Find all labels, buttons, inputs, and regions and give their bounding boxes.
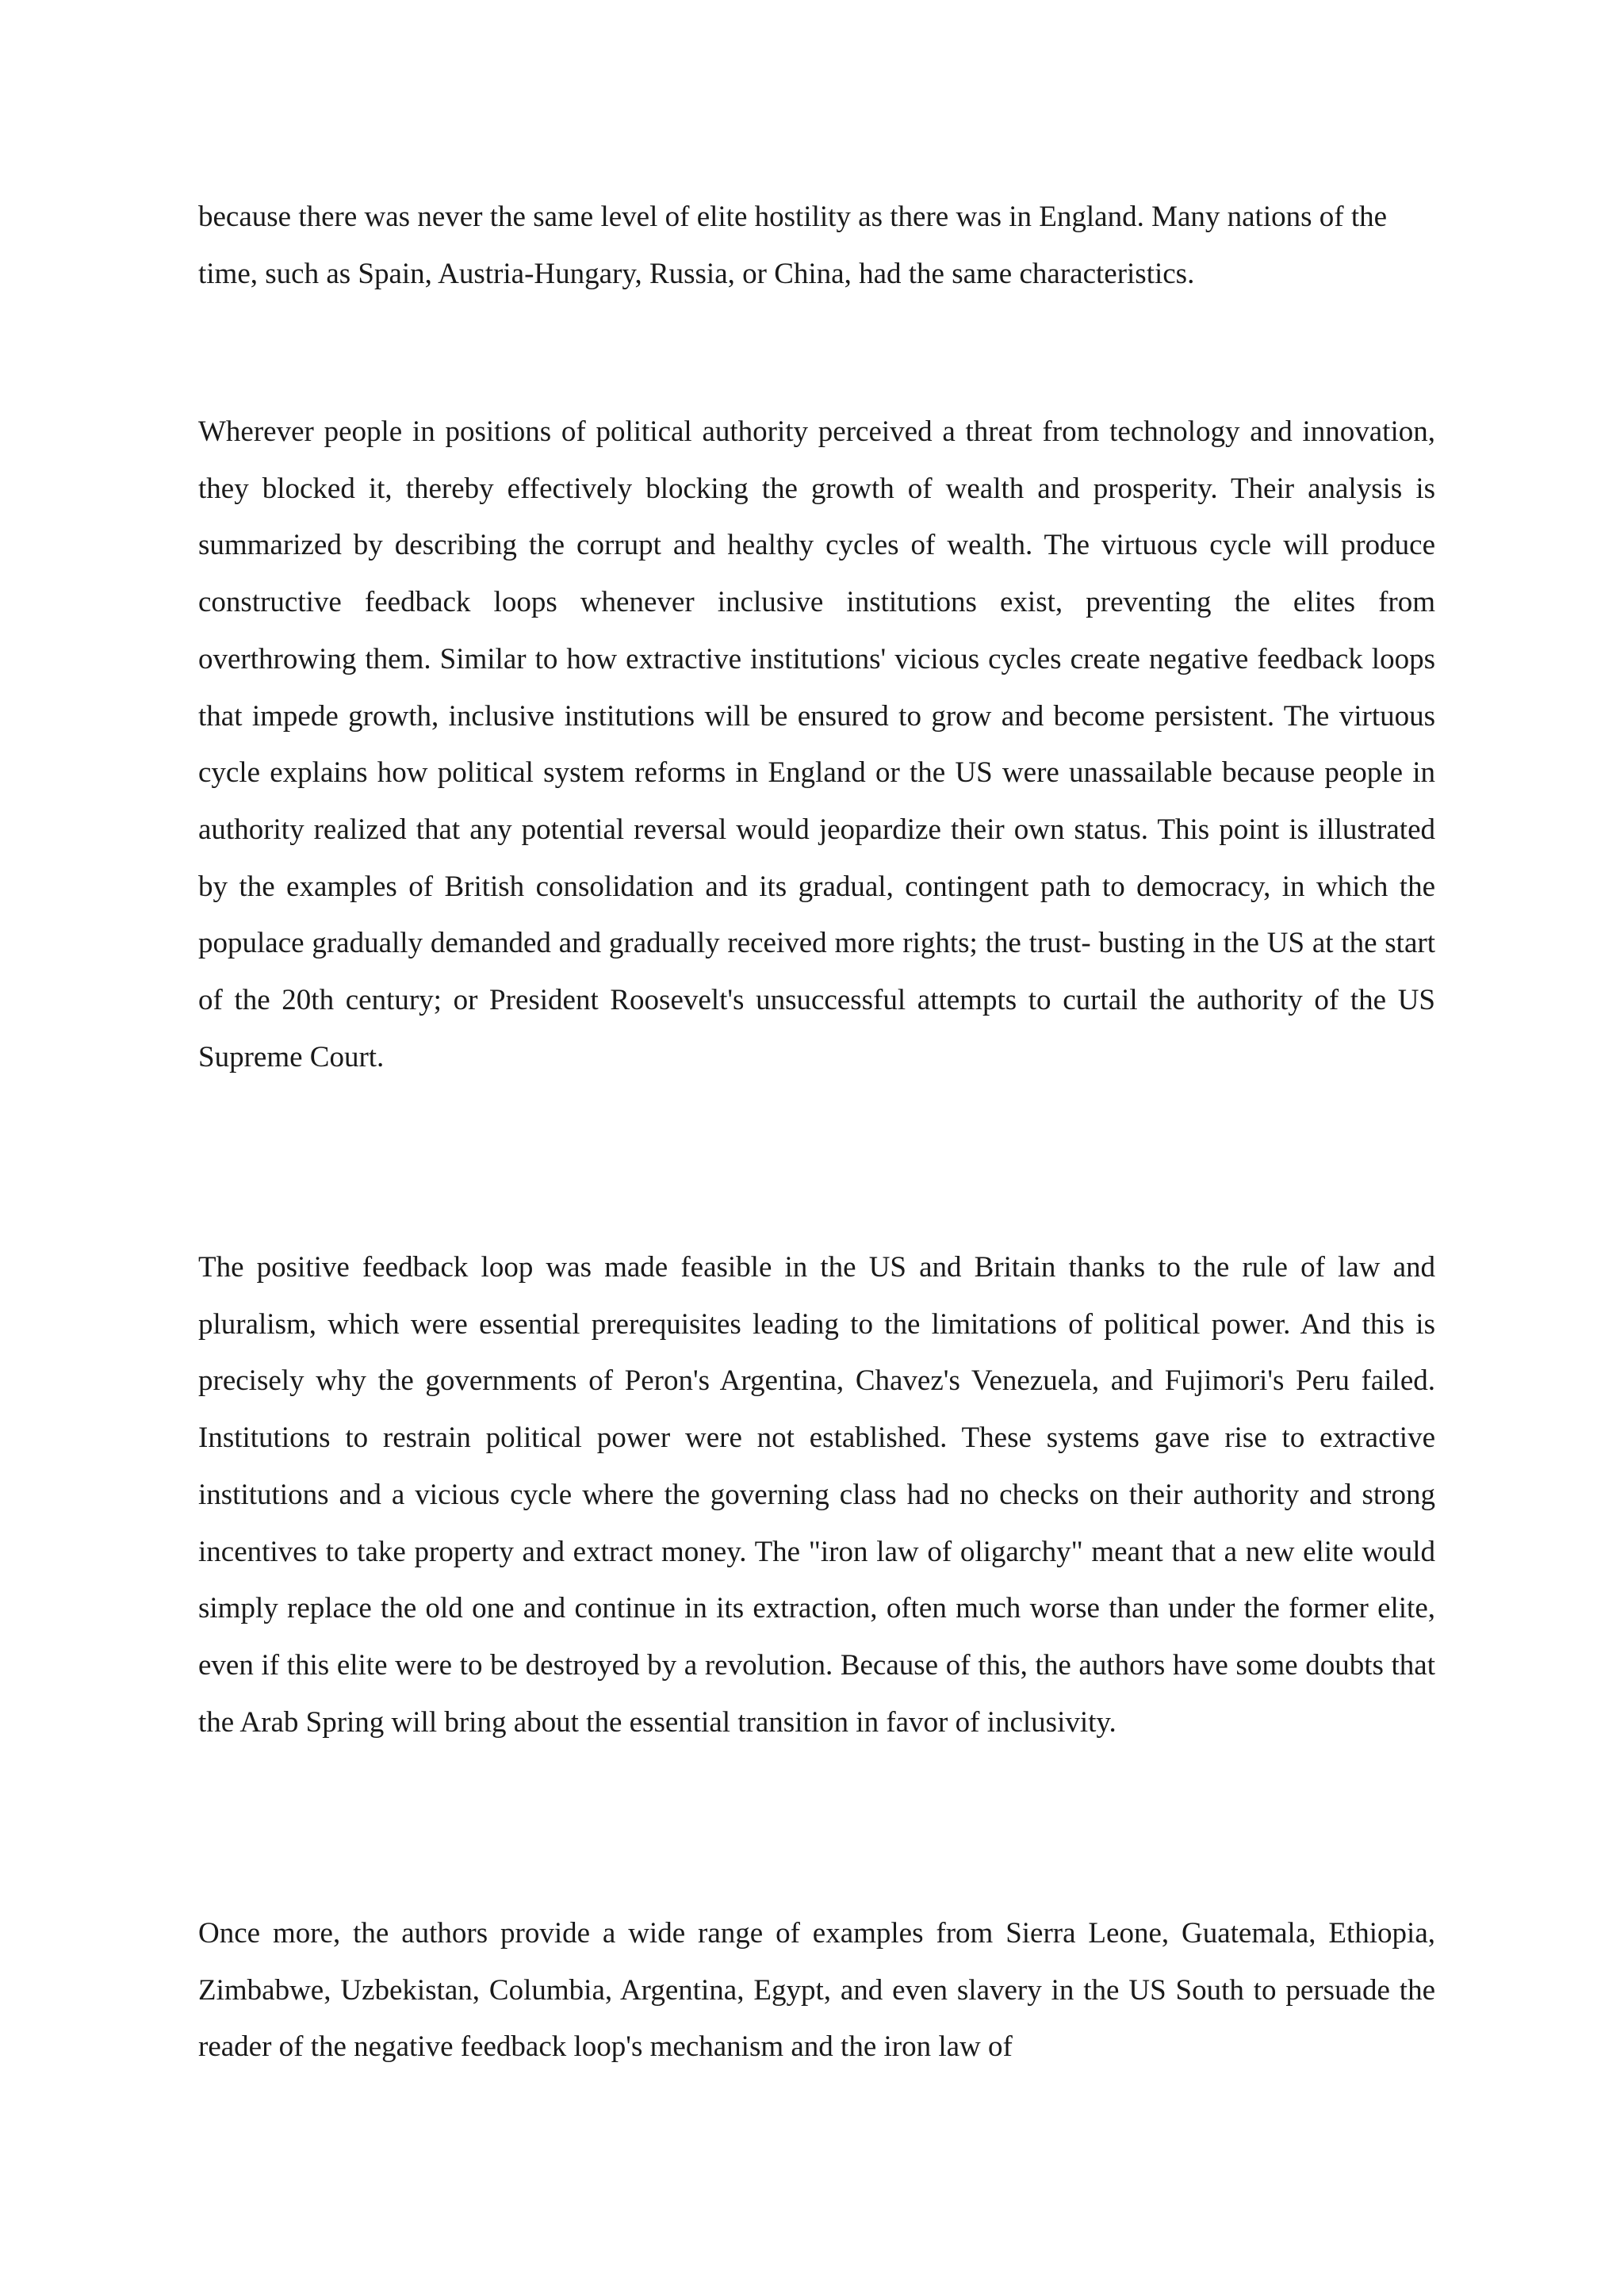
paragraph: Once more, the authors provide a wide range of examples from Sierra Leone, Guatemala, Ethiopia, Zimbabwe, Uzbekistan, Columbia, Argentina, Egypt, and even slavery in the US South to persuade the reader of the negative feedback loop's mechanism and the iron law of (198, 1917, 1435, 2064)
paragraph: Wherever people in positions of political authority perceived a threat from technology and innovation, they blocked it, thereby effectively blocking the growth of wealth and prosperity. Their analysis is summarized by describing the corrupt and healthy cycles of wealth. The virtuous cycle will produce constructive feedback loops whenever inclusive institutions exist, preventing the elites from overthrowing them. Similar to how extractive institutions' vicious cycles create negative feedback loops that impede growth, inclusive institutions will be ensured to grow and become persistent. The virtuous cycle explains how political system reforms in England or the US were unassailable because people in authority realized that any potential reversal would jeopardize their own status. This point is illustrated by the examples of British consolidation and its gradual, contingent path to democracy, in which the populace gradually demanded and gradually received more rights; the trust- busting in the US at the start of the 20th century; or President Roosevelt's unsuccessful attempts to curtail the authority of the US Supreme Court. (198, 415, 1435, 1073)
paragraph: because there was never the same level of elite hostility as there was in England. Many nations of the time, such as Spain, Austria-Hungary, Russia, or China, had the same characteristics. (198, 201, 1388, 290)
paragraph: The positive feedback loop was made feasible in the US and Britain thanks to the rule of law and pluralism, which were essential prerequisites leading to the limitations of political power. And this is precisely why the governments of Peron's Argentina, Chavez's Venezuela, and Fujimori's Peru failed. Institutions to restrain political power were not established. These systems gave rise to extractive institutions and a vicious cycle where the governing class had no checks on their authority and strong incentives to take property and extract money. The "iron law of oligarchy" meant that a new elite would simply replace the old one and continue in its extraction, often much worse than under the former elite, even if this elite were to be destroyed by a revolution. Because of this, the authors have some doubts that the Arab Spring will bring about the essential transition in favor of inclusivity. (198, 1251, 1435, 1739)
